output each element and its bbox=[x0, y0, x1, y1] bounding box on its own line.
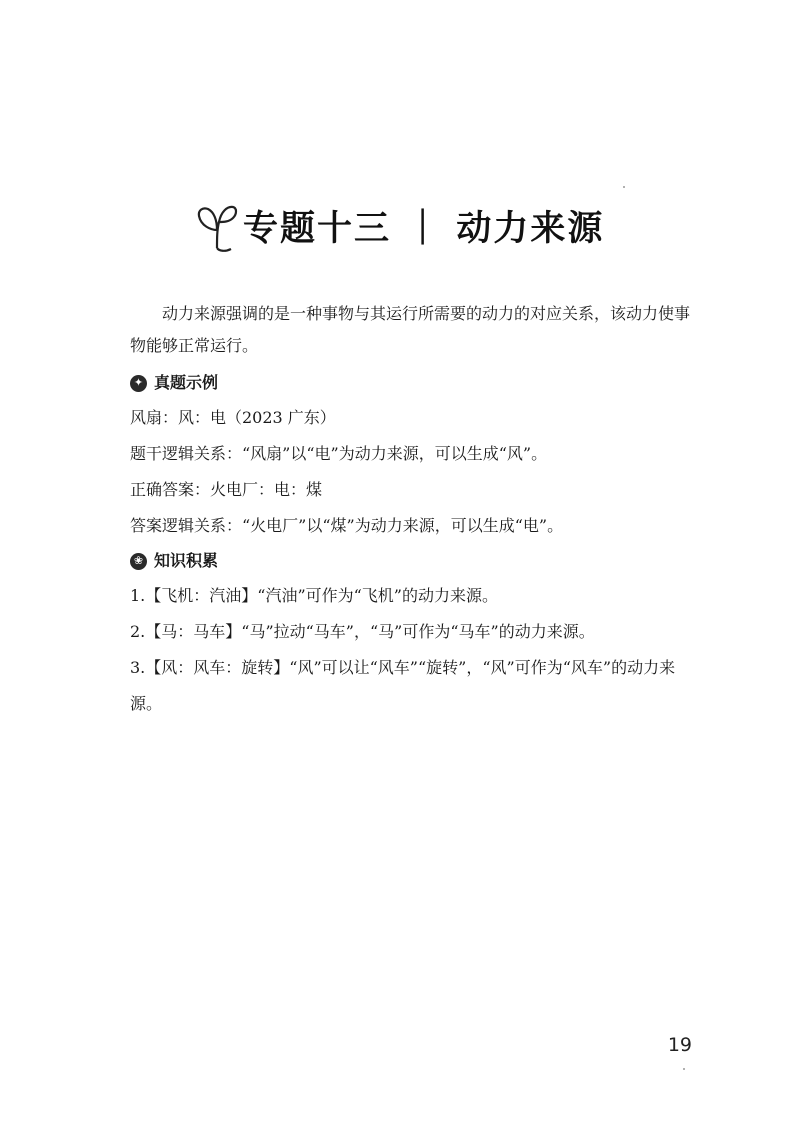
example-answer-logic: 答案逻辑关系：“火电厂”以“煤”为动力来源，可以生成“电”。 bbox=[130, 516, 564, 535]
page-title: 专题十三 ｜ 动力来源 bbox=[243, 209, 605, 249]
example-question-logic: 题干逻辑关系：“风扇”以“电”为动力来源，可以生成“风”。 bbox=[130, 444, 548, 463]
sprout-icon bbox=[195, 200, 239, 252]
example-question: 风扇：风：电（2023 广东） bbox=[130, 408, 336, 427]
knowledge-item-1: 1.【飞机：汽油】“汽油”可作为“飞机”的动力来源。 bbox=[130, 586, 498, 605]
scan-speck bbox=[683, 1068, 685, 1070]
page-number: 19 bbox=[667, 1034, 692, 1056]
title-row bbox=[195, 196, 604, 256]
example-section-heading bbox=[130, 366, 690, 400]
example-heading-text: 真题示例 bbox=[154, 373, 219, 392]
brain-icon: ❀ bbox=[130, 553, 147, 570]
intro-paragraph: 动力来源强调的是一种事物与其运行所需要的动力的对应关系，该动力使事物能够正常运行。 bbox=[130, 304, 691, 355]
knowledge-item-2: 2.【马：马车】“马”拉动“马车”，“马”可作为“马车”的动力来源。 bbox=[130, 622, 595, 641]
example-answer: 正确答案：火电厂：电：煤 bbox=[130, 480, 323, 499]
bulb-icon: ✦ bbox=[130, 375, 147, 392]
knowledge-item-3: 3.【风：风车：旋转】“风”可以让“风车”“旋转”，“风”可作为“风车”的动力来源。 bbox=[130, 658, 676, 713]
body-content bbox=[130, 298, 690, 722]
knowledge-heading-text: 知识积累 bbox=[154, 551, 219, 570]
knowledge-section-heading bbox=[130, 544, 690, 578]
scan-speck bbox=[623, 186, 625, 188]
